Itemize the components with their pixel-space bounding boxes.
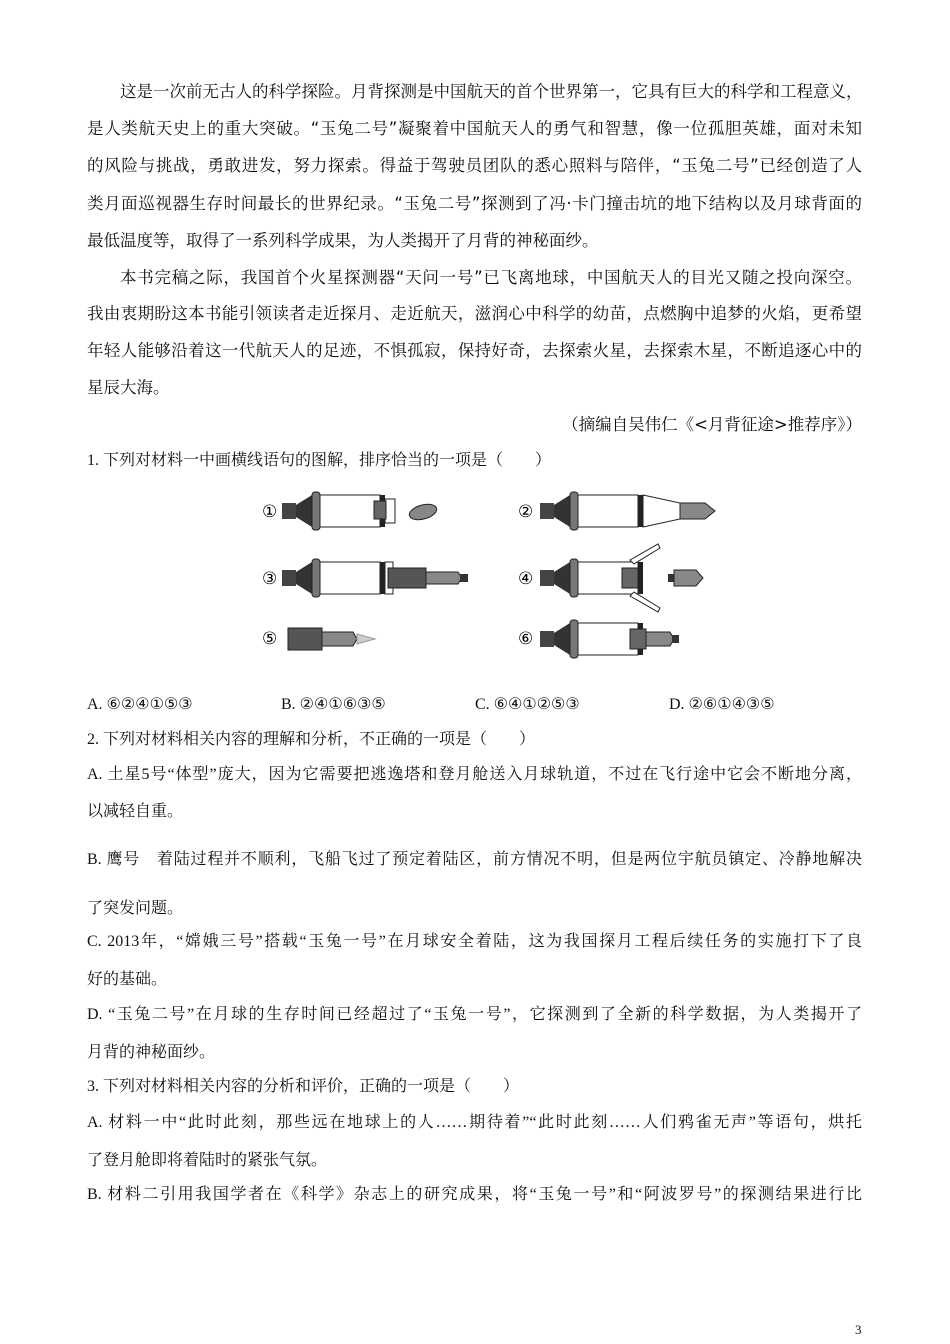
q2-stem: 2. 下列对材料相关内容的理解和分析，不正确的一项是（ ）: [87, 731, 536, 748]
q2-option-a-cont: 以减轻自重。: [87, 803, 184, 820]
q3-option-a-cont: 了登月舱即将着陆时的紧张气氛。: [87, 1152, 328, 1169]
q2-option-a[interactable]: A. 土星5号“体型”庞大，因为它需要把逃逸塔和登月舱送入月球轨道，不过在飞行途中它会不断地分离，: [87, 766, 862, 783]
figure-label-5: ⑤: [262, 629, 278, 649]
q2-option-b[interactable]: B. 鹰号 着陆过程并不顺利，飞船飞过了预定着陆区，前方情况不明，但是两位宇航员镇定、冷静地解决: [87, 851, 862, 868]
passage-line: 的风险与挑战，勇敢进发，努力探索。得益于驾驶员团队的悉心照料与陪伴，“玉兔二号”已经创造了人: [87, 156, 862, 175]
figure-label-1: ①: [262, 502, 278, 522]
passage-source: （摘编自吴伟仁《<月背征途>推荐序》）: [562, 415, 862, 434]
q1-stem: 1. 下列对材料一中画横线语句的图解，排序恰当的一项是（ ）: [87, 452, 552, 469]
figure-label-2: ②: [518, 502, 534, 522]
figure-label-3: ③: [262, 569, 278, 589]
q1-option-d[interactable]: D. ②⑥①④③⑤: [669, 696, 775, 713]
q3-stem: 3. 下列对材料相关内容的分析和评价，正确的一项是（ ）: [87, 1078, 520, 1095]
passage-line: 星辰大海。: [87, 378, 170, 397]
q2-option-b-cont: 了突发问题。: [87, 900, 184, 917]
q2-option-c[interactable]: C. 2013年，“嫦娥三号”搭载“玉兔一号”在月球安全着陆，这为我国探月工程后续任务的实施打下了良: [87, 933, 862, 950]
q2-option-d-cont: 月背的神秘面纱。: [87, 1044, 216, 1061]
passage-line: 我由衷期盼这本书能引领读者走近探月、走近航天，滋润心中科学的幼苗，点燃胸中追梦的火焰，更希望: [87, 304, 862, 323]
passage-line: 类月面巡视器生存时间最长的世界纪录。“玉兔二号”探测到了冯·卡门撞击坑的地下结构以及月球背面的: [87, 194, 862, 213]
q2-option-d[interactable]: D. “玉兔二号”在月球的生存时间已经超过了“玉兔一号”，它探测到了全新的科学数据，为人类揭开了: [87, 1006, 862, 1023]
passage-line: 这是一次前无古人的科学探险。月背探测是中国航天的首个世界第一，它具有巨大的科学和工程意义，: [120, 82, 863, 101]
passage-line: 年轻人能够沿着这一代航天人的足迹，不惧孤寂，保持好奇，去探索火星，去探索木星，不断追逐心中的: [87, 341, 862, 360]
page-number: 3: [855, 1322, 862, 1337]
passage-line: 本书完稿之际，我国首个火星探测器“天问一号”已飞离地球，中国航天人的目光又随之投向深空。: [120, 268, 862, 287]
rocket-separation-figure: [250, 482, 730, 662]
q2-option-c-cont: 好的基础。: [87, 971, 168, 988]
passage-line: 最低温度等，取得了一系列科学成果，为人类揭开了月背的神秘面纱。: [87, 231, 599, 250]
q1-option-a[interactable]: A. ⑥②④①⑤③: [87, 696, 193, 713]
q1-option-b[interactable]: B. ②④①⑥③⑤: [281, 696, 386, 713]
q3-option-b[interactable]: B. 材料二引用我国学者在《科学》杂志上的研究成果，将“玉兔一号”和“阿波罗号”的探测结果进行比: [87, 1186, 862, 1203]
figure-label-4: ④: [518, 569, 534, 589]
passage-line: 是人类航天史上的重大突破。“玉兔二号”凝聚着中国航天人的勇气和智慧，像一位孤胆英雄，面对未知: [87, 119, 862, 138]
q3-option-a[interactable]: A. 材料一中“此时此刻，那些远在地球上的人……期待着”“此时此刻……人们鸦雀无声”等语句，烘托: [87, 1114, 862, 1131]
figure-label-6: ⑥: [518, 629, 534, 649]
q1-option-c[interactable]: C. ⑥④①②⑤③: [475, 696, 580, 713]
